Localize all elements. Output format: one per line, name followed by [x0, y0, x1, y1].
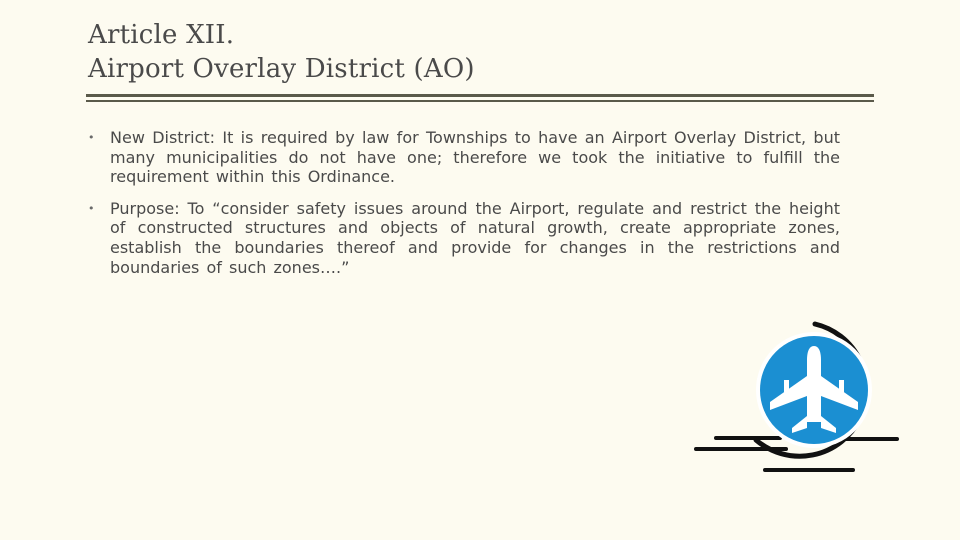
airport-icon-group [690, 318, 905, 478]
slide-title-line1: Article XII. [88, 20, 235, 50]
airplane-icon [690, 318, 905, 478]
bullet-text: Purpose: To “consider safety issues around the Airport, regulate and restrict the height of constructed structures and objects of natural growth, create appropriate zones, establish the boundaries thereof and provide for changes in the restrictions and boundaries of such zones….” [110, 198, 840, 277]
bullet-item-purpose [88, 199, 840, 277]
title-divider-top [86, 94, 874, 97]
slide-title-line2: Airport Overlay District (AO) [88, 54, 475, 84]
bullet-list [88, 128, 840, 289]
title-divider-bottom [86, 100, 874, 102]
slide-title [88, 18, 475, 86]
bullet-item-new-district [88, 128, 840, 187]
bullet-marker: • [88, 131, 95, 144]
bullet-marker: • [88, 201, 95, 215]
bullet-text: New District: It is required by law for Townships to have an Airport Overlay District, but many municipalities do not have one; therefore we took the initiative to fulfill the requirement within this Ordinance. [110, 128, 840, 187]
